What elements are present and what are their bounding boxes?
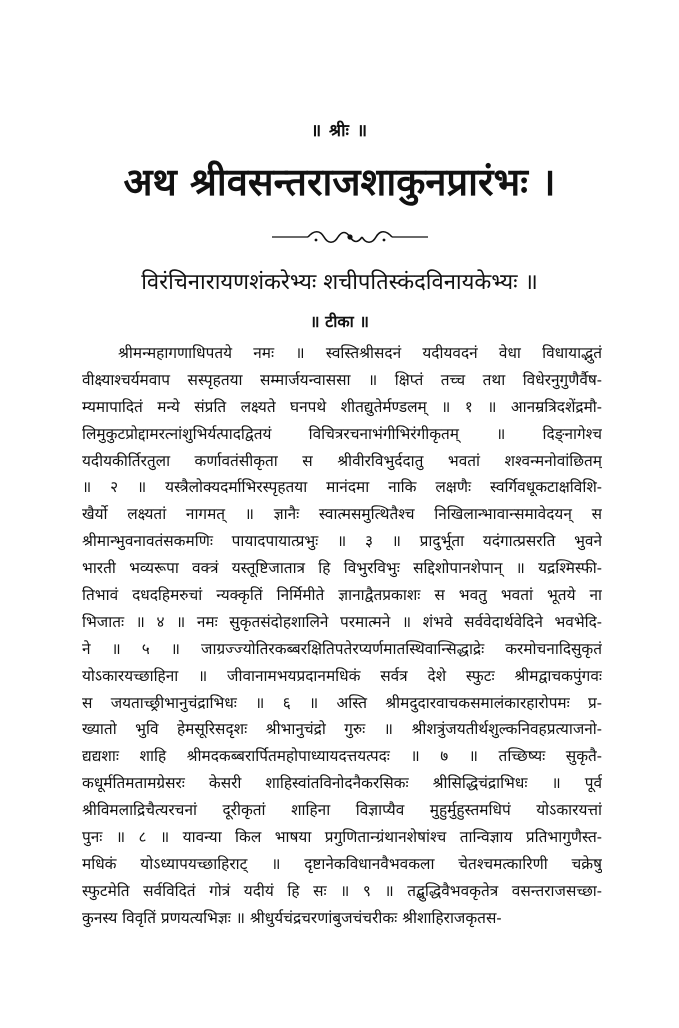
text-line: भारती भव्यरूपा वक्त्रं यस्तूष्टिजातात्र हि विभुरविभुः सद्दिशोपानशेपान् ॥ यद्रश्मिस्फी-: [82, 559, 602, 578]
text-line: ॥ २ ॥ यस्त्रैलोक्यदर्माभिरस्पृहतया मानंदमा नाकि लक्षणैः स्वर्गिवधूकटाक्षविशि-: [82, 478, 602, 497]
text-line: यदीयकीर्तिरतुला कर्णावतंसीकृता स श्रीवीरविभुर्ददातु भवतां शश्वन्मनोवांछितम्: [82, 451, 602, 470]
decorative-divider-icon: [270, 228, 430, 246]
text-line: तिभावं दधदहिमरुचां न्यक्कृतिं निर्मिमीते ज्ञानाद्वैतप्रकाशः स भवतु भवतां भूतये ना: [82, 586, 602, 605]
text-line: ने ॥ ५ ॥ जाग्रज्ज्योतिरकब्बरक्षितिपतेरप्यर्णमातस्थिवान्सिद्धाद्रेः करमोचनादिसुकृतं: [82, 639, 602, 658]
text-line: खैर्यो लक्ष्यतां नागमत् ॥ ज्ञानैः स्वात्मसमुत्थितैश्च निखिलान्भावान्समावेदयन् स: [82, 505, 602, 524]
text-line: श्रीविमलाद्रिचैत्यरचनां दूरीकृतां शाहिना विज्ञाप्यैव मुहुर्मुहुस्तमधिपं योऽकारयत्तां: [82, 801, 602, 820]
invocation-verse: विरंचिनारायणशंकरेभ्यः शचीपतिस्कंदविनायकेभ्यः ॥: [141, 270, 538, 295]
page-title: अथ श्रीवसन्तराजशाकुनप्रारंभः ।: [123, 159, 556, 204]
text-line: योऽकारयच्छाहिना ॥ जीवानामभयप्रदानमधिकं सर्वत्र देशे स्फुटः श्रीमद्वाचकपुंगवः: [82, 666, 602, 685]
text-line: श्रीमन्महागणाधिपतये नमः ॥ स्वस्तिश्रीसदनं यदीयवदनं वेधा विधायाद्भुतं: [118, 344, 602, 362]
text-line: श्रीमान्भुवनावतंसकमणिः पायादपायात्प्रभुः ॥ ३ ॥ प्रादुर्भूता यदंगात्प्रसरति भुवने: [82, 532, 602, 551]
text-line: स जयताच्छ्रीभानुचंद्राभिधः ॥ ६ ॥ अस्ति श्रीमदुदारवाचकसमालंकारहारोपमः प्र-: [82, 693, 602, 712]
text-line: पुनः ॥ ८ ॥ यावन्या किल भाषया प्रगुणितान्ग्रंथानशेषांश्च तान्विज्ञाय प्रतिभागुणैस्त-: [82, 828, 602, 847]
text-line: कुनस्य विवृतिं प्रणयत्यभिज्ञः ॥ श्रीधुर्यचंद्रचरणांबुजचंचरीकः श्रीशाहिराजकृतस-: [82, 908, 502, 927]
commentary-text: [82, 340, 602, 932]
text-line: ख्यातो भुवि हेमसूरिसदृशः श्रीभानुचंद्रो गुरुः ॥ श्रीशत्रुंजयतीर्थशुल्कनिवहप्रत्याजनो-: [82, 720, 602, 739]
text-line: वीक्ष्याश्चर्यमवाप सस्पृहतया सम्मार्जयन्वाससा ॥ क्षिप्तं तच्च तथा विधेरनुगुणैर्वैष-: [82, 370, 602, 389]
text-line: स्फुटमेति सर्वविदितं गोत्रं यदीयं हि सः ॥ ९ ॥ तद्बुद्धिवैभवकृतेत्र वसन्तराजसच्छा-: [82, 881, 602, 900]
text-line: कधूर्मतिमतामग्रेसरः केसरी शाहिस्वांतविनोदनैकरसिकः श्रीसिद्धिचंद्राभिधः ॥ पूर्व: [82, 774, 602, 793]
text-line: म्यमापादितं मन्ये संप्रति लक्ष्यते घनपथे शीतद्युतेर्मण्डलम् ॥ १ ॥ आनम्रत्रिदशेंद्रमौ-: [82, 397, 602, 416]
section-label: ॥ टीका ॥: [310, 312, 369, 331]
text-line: लिमुकुटप्रोद्दामरत्नांशुभिर्यत्पादद्वितयं विचित्ररचनाभंगीभिरंगीकृतम् ॥ दिङ्नागेश्च: [82, 424, 602, 443]
text-line: भिजातः ॥ ४ ॥ नमः सुकृतसंदोहशालिने परमात्मने ॥ शंभवे सर्ववेदार्थवेदिने भवभेदि-: [82, 612, 602, 631]
text-line: द्यद्यशाः शाहि श्रीमदकब्बरार्पितमहोपाध्यायदत्तयत्पदः ॥ ७ ॥ तच्छिष्यः सुकृतै-: [82, 747, 602, 766]
text-line: मधिकं योऽध्यापयच्छाहिराट् ॥ दृष्टानेकविधानवैभवकला चेतश्चमत्कारिणी चक्रेषु: [82, 854, 602, 873]
invocation-heading: ॥ श्रीः ॥: [310, 121, 369, 141]
